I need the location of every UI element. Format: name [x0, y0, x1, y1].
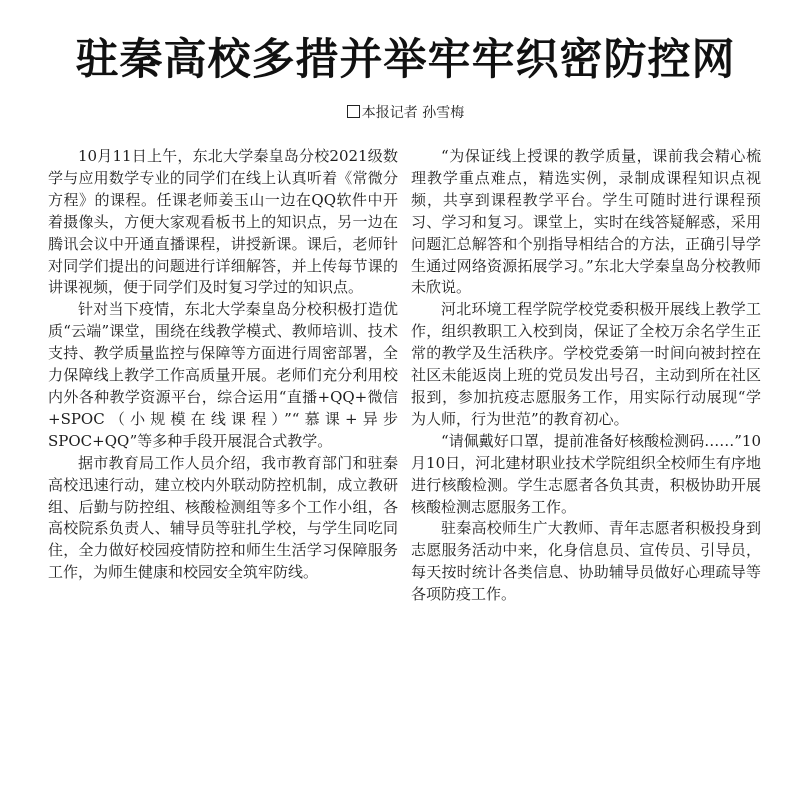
- article-column-right: [411, 146, 761, 606]
- paragraph: 据市教育局工作人员介绍，我市教育部门和驻秦高校迅速行动，建立校内外联动防控机制，成立教研组、后勤与防控组、核酸检测组等多个工作小组，各高校院系负责人、辅导员等驻扎学校，与学生同吃同住，全力做好校园疫情防控和师生生活学习保障服务工作，为师生健康和校园安全筑牢防线。: [48, 453, 398, 582]
- article-column-left: [48, 146, 398, 584]
- paragraph: “请佩戴好口罩，提前准备好核酸检测码……”10月10日，河北建材职业技术学院组织全校师生有序地进行核酸检测。学生志愿者各负其责，积极协助开展核酸检测志愿服务工作。: [411, 431, 761, 516]
- paragraph: “为保证线上授课的教学质量，课前我会精心梳理教学重点难点，精选实例，录制成课程知识点视频，共享到课程教学平台。学生可随时进行课程预习、学习和复习。课堂上，实时在线答疑解惑，采用问题汇总解答和个别指导相结合的方法，正确引导学生通过网络资源拓展学习。”东北大学秦皇岛分校教师未欣说。: [411, 147, 761, 297]
- article-headline: 驻秦高校多措并举牢牢织密防控网: [75, 35, 736, 85]
- paragraph: 河北环境工程学院学校党委积极开展线上教学工作，组织教职工入校到岗，保证了全校万余名学生正常的教学及生活秩序。学校党委第一时间向被封控在社区未能返岗上班的党员发出号召，主动到所在社区报到，参加抗疫志愿服务工作，用实际行动展现“学为人师，行为世范”的教育初心。: [411, 300, 761, 428]
- paragraph: 针对当下疫情，东北大学秦皇岛分校积极打造优质“云端”课堂，围绕在线教学模式、教师培训、技术支持、教学质量监控与保障等方面进行周密部署，全力保障线上教学工作高质量开展。老师们充分利用校内外各种教学资源平台，综合运用“直播+QQ+微信+SPOC（小规模在线课程）”“慕课+异步SPOC+QQ”等多种手段开展混合式教学。: [48, 300, 398, 450]
- byline-box-icon: [347, 105, 360, 118]
- paragraph: 驻秦高校师生广大教师、青年志愿者积极投身到志愿服务活动中来，化身信息员、宣传员、引导员，每天按时统计各类信息、协助辅导员做好心理疏导等各项防疫工作。: [411, 519, 761, 604]
- byline-text: 本报记者 孙雪梅: [361, 105, 465, 121]
- article-byline: [0, 103, 811, 123]
- paragraph: 10月11日上午，东北大学秦皇岛分校2021级数学与应用数学专业的同学们在线上认真听着《常微分方程》的课程。任课老师姜玉山一边在QQ软件中开着摄像头，方便大家观看板书上的知识点，另一边在腾讯会议中开通直播课程，讲授新课。课后，老师针对同学们提出的问题进行详细解答，并上传每节课的讲课视频，便于同学们及时复习学过的知识点。: [48, 147, 398, 297]
